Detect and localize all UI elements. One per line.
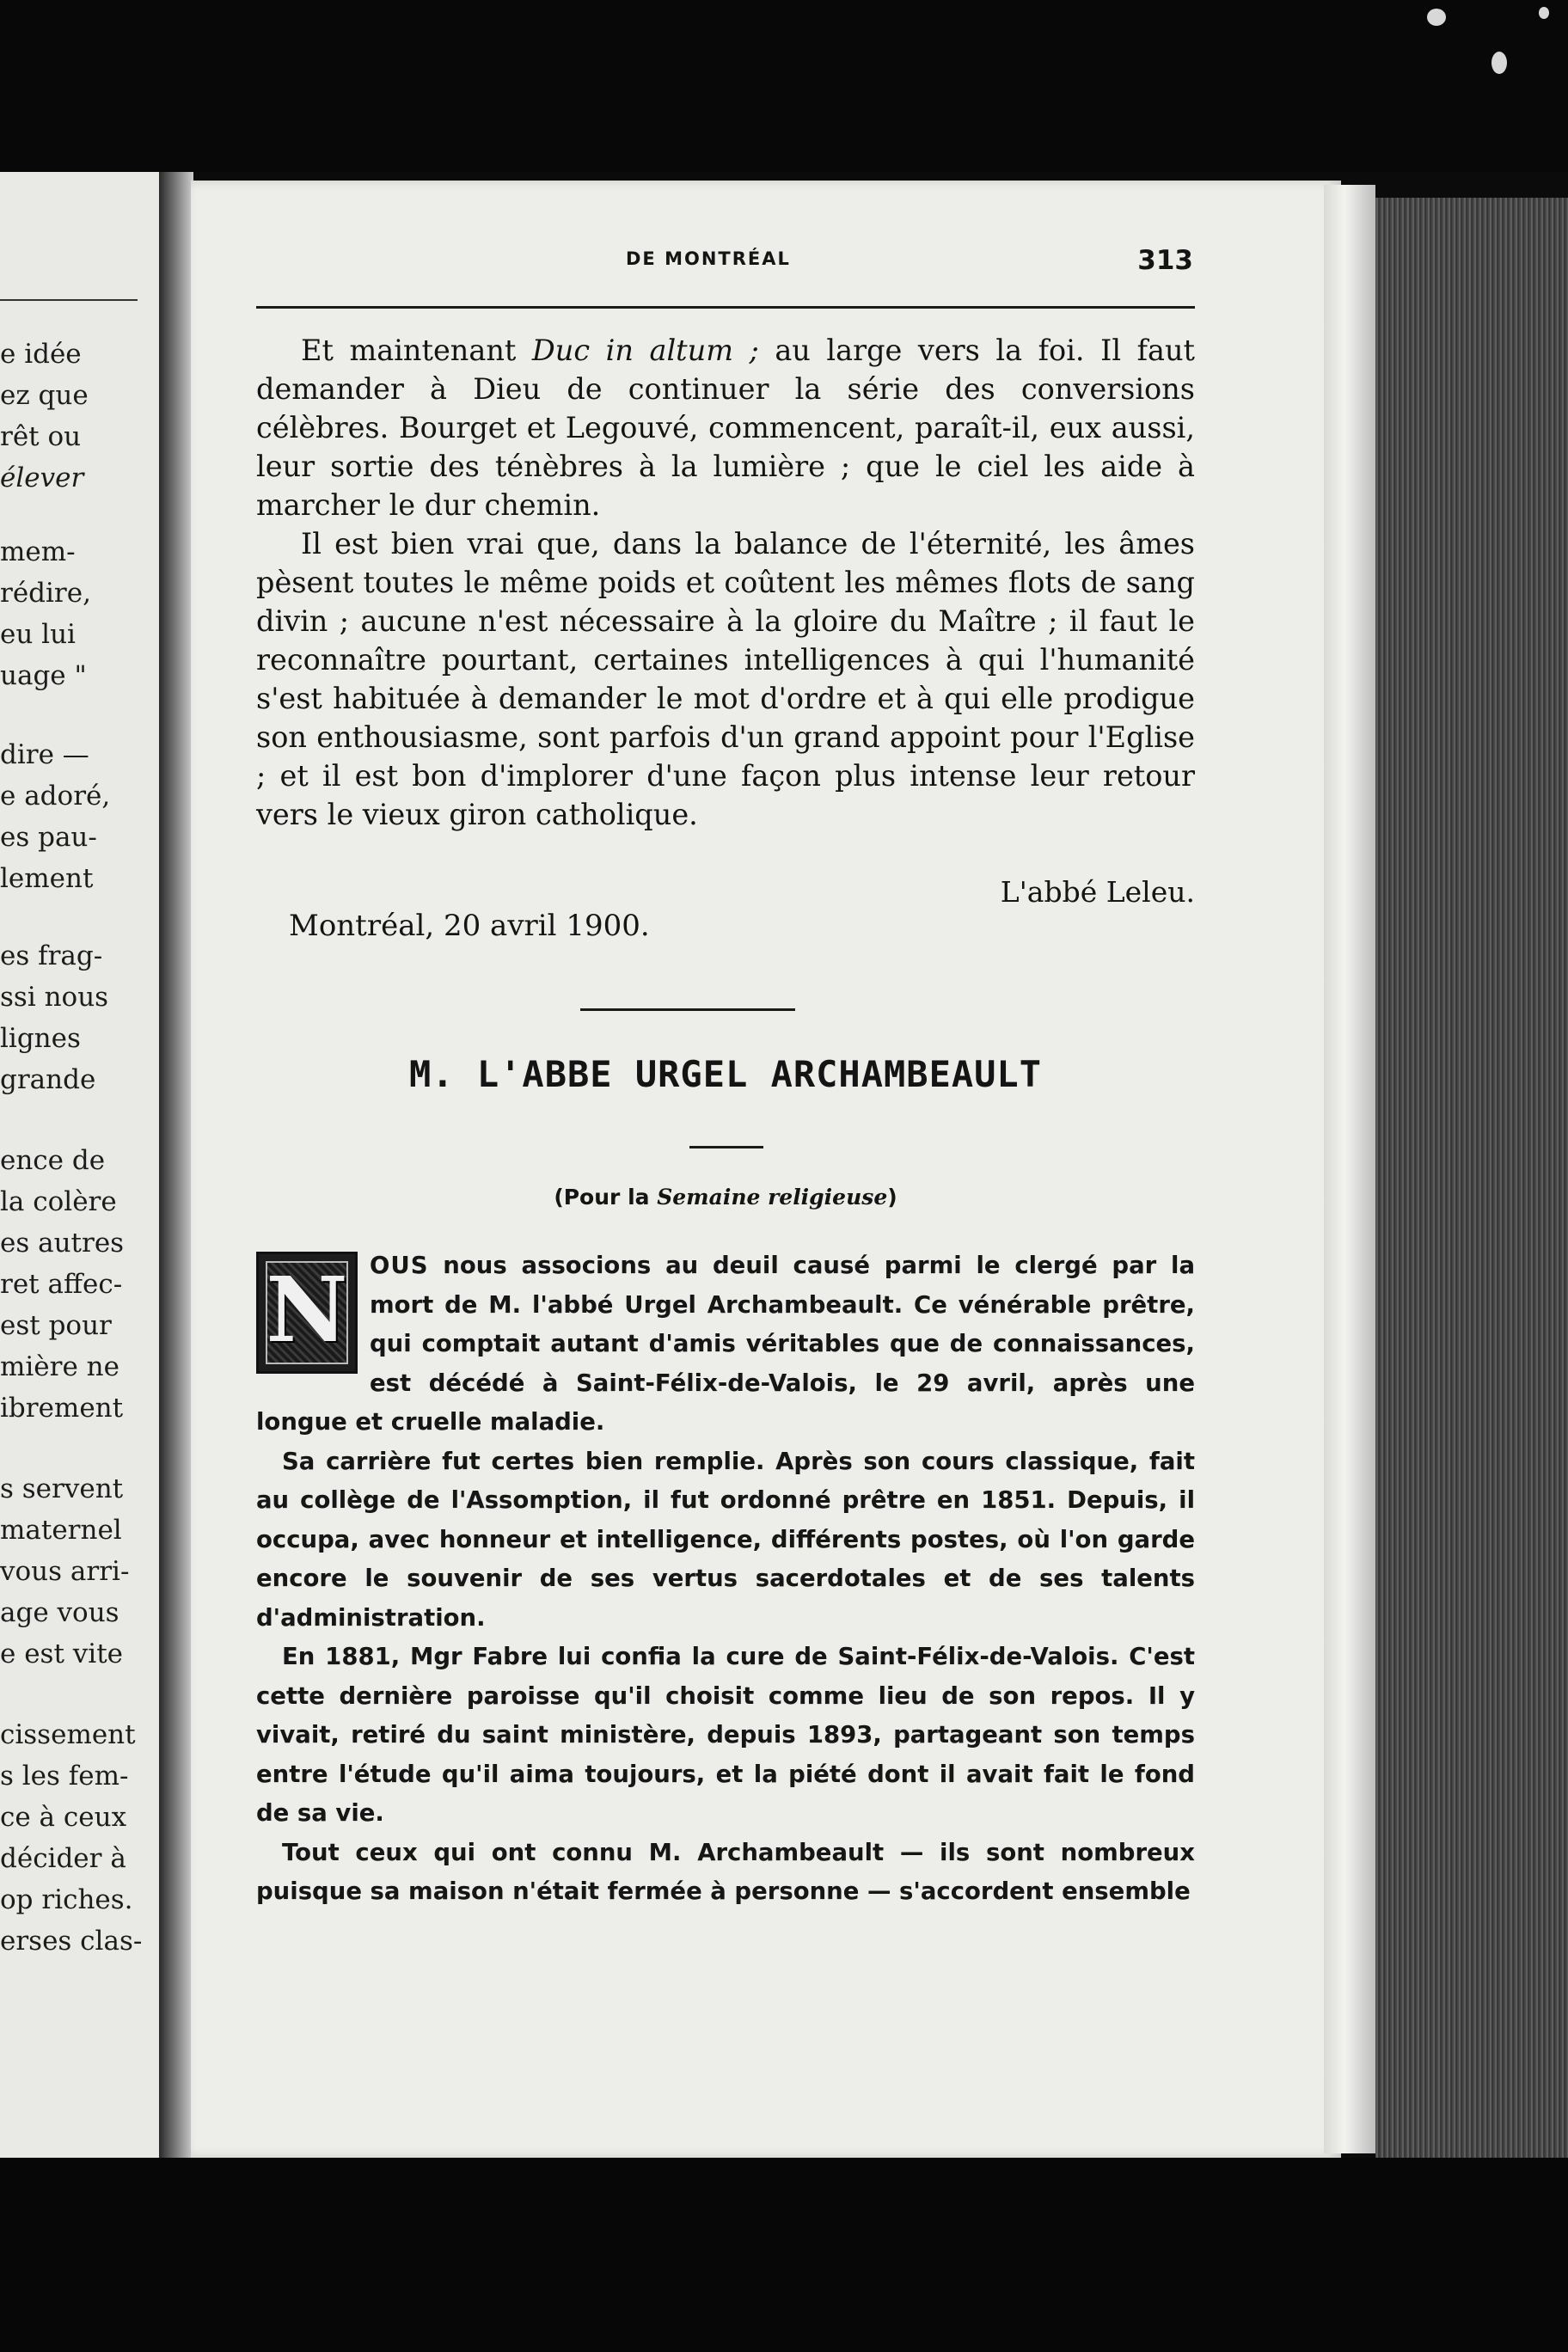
letter-body: [256, 331, 1195, 834]
section-separator: [580, 1008, 795, 1011]
running-head: DE MONTRÉAL: [626, 248, 791, 269]
left-page-text-fragment: dire —: [0, 739, 89, 770]
article-title: M. L'ABBE URGEL ARCHAMBEAULT: [408, 1053, 1042, 1095]
left-page-text-fragment: s les fem-: [0, 1761, 129, 1792]
title-rule: [689, 1146, 763, 1148]
article-paragraphs: [256, 1442, 1195, 1912]
letter-paragraph: [256, 331, 1195, 524]
scan-background-top: [0, 0, 1568, 172]
scan-background-bottom: [0, 2158, 1568, 2352]
left-page-text-fragment: mière ne: [0, 1351, 119, 1382]
dust-speck: [1491, 52, 1507, 74]
first-paragraph-text: nous associons au deuil causé parmi le clergé par la mort de M. l'abbé Urgel Archambeault. Ce vénérable prêtre, qui comptait autant d'amis véritables que de connaissances, est décédé à Saint-Félix-de-Valois, le 29 avril, après une longue et cruelle maladie.: [256, 1252, 1195, 1436]
left-page-text-fragment: rédire,: [0, 578, 91, 609]
latin-phrase: Duc in altum ;: [531, 334, 759, 367]
left-facing-page: [0, 172, 162, 2158]
paragraph-text: Et maintenant: [301, 334, 532, 367]
article-paragraph: En 1881, Mgr Fabre lui confia la cure de Saint-Félix-de-Valois. C'est cette dernière paroisse qu'il choisit comme lieu de son repos. Il y vivait, retiré du saint ministère, depuis 1893, partageant son temps entre l'étude qu'il aima toujours, et la piété dont il avait fait le fond de sa vie.: [256, 1643, 1195, 1827]
source-prefix: (Pour la: [554, 1185, 658, 1210]
letter-dateline: Montréal, 20 avril 1900.: [289, 909, 650, 943]
left-page-rule: [0, 299, 138, 301]
left-page-text-fragment: ibrement: [0, 1393, 124, 1424]
first-word-caps: OUS: [370, 1252, 429, 1279]
source-publication: Semaine religieuse: [657, 1185, 888, 1210]
left-page-text-fragment: es frag-: [0, 940, 103, 971]
left-page-text-fragment: vous arri-: [0, 1556, 130, 1587]
page-number: 313: [1137, 245, 1193, 276]
left-page-text-fragment: est pour: [0, 1310, 112, 1341]
left-page-text-fragment: mem-: [0, 536, 76, 567]
source-suffix: ): [887, 1185, 897, 1210]
dust-speck: [1539, 7, 1549, 19]
left-page-text-fragment: uage ": [0, 660, 87, 691]
left-page-text-fragment: op riches.: [0, 1884, 133, 1915]
left-page-text-fragment: s servent: [0, 1473, 124, 1504]
article-first-paragraph: [256, 1246, 1195, 1442]
left-page-text-fragment: e adoré,: [0, 781, 111, 812]
letter-signature: L'abbé Leleu.: [1000, 875, 1195, 909]
article-paragraph: Tout ceux qui ont connu M. Archambeault — ils sont nombreux puisque sa maison n'était fermée à personne — s'accordent ensemble: [256, 1838, 1195, 1905]
left-page-text-fragment: es autres: [0, 1228, 125, 1259]
page-edge: [1324, 185, 1375, 2153]
left-page-text-fragment: rêt ou: [0, 421, 82, 452]
book-gutter: [159, 172, 193, 2158]
left-page-text-fragment: e est vite: [0, 1638, 123, 1669]
left-page-text-fragment: lement: [0, 863, 94, 894]
article-body: [256, 1246, 1195, 1912]
left-page-text-fragment: la colère: [0, 1186, 117, 1217]
left-page-text-fragment: grande: [0, 1064, 96, 1095]
left-page-text-fragment: cissement: [0, 1719, 136, 1750]
left-page-text-fragment: ce à ceux: [0, 1802, 127, 1833]
drop-cap-ornament: [256, 1252, 358, 1374]
book-fore-edge: [1375, 198, 1568, 2175]
paragraph-text: au large vers la foi. Il faut demander à Dieu de continuer la série des conversions célèbres. Bourget et Legouvé, commencent, paraît-il, eux aussi, leur sortie des ténèbres à la lumière ; que le ciel les aide à marcher le dur chemin.: [256, 334, 1195, 522]
dust-speck: [1427, 9, 1446, 26]
left-page-text-fragment: élever: [0, 462, 84, 493]
paragraph-text: Il est bien vrai que, dans la balance de l'éternité, les âmes pèsent toutes le même poids et coûtent les mêmes flots de sang divin ; aucune n'est nécessaire à la gloire du Maître ; il faut le reconnaître pourtant, certaines intelligences à qui l'humanité s'est habituée à demander le mot d'ordre et à qui elle prodigue son enthousiasme, sont parfois d'un grand appoint pour l'Eglise ; et il est bon d'implorer d'une façon plus intense leur retour vers le vieux giron catholique.: [256, 527, 1195, 831]
article-paragraph: Sa carrière fut certes bien remplie. Après son cours classique, fait au collège de l'Assomption, il fut ordonné prêtre en 1851. Depuis, il occupa, avec honneur et intelligence, différents postes, où l'on garde encore le souvenir de ses vertus sacerdotales et de ses talents d'administration.: [256, 1447, 1195, 1632]
left-page-text-fragment: ret affec-: [0, 1269, 123, 1300]
left-page-text-fragment: eu lui: [0, 619, 76, 650]
header-rule: [256, 306, 1195, 309]
left-page-text-fragment: e idée: [0, 339, 82, 370]
letter-paragraph: [256, 524, 1195, 834]
left-page-text-fragment: décider à: [0, 1843, 126, 1874]
left-page-text-fragment: ez que: [0, 380, 89, 411]
left-page-text-fragment: ssi nous: [0, 982, 109, 1013]
left-page-text-fragment: erses clas-: [0, 1926, 143, 1957]
left-page-text-fragment: es pau-: [0, 822, 97, 853]
left-page-text-fragment: age vous: [0, 1597, 119, 1628]
left-page-text-fragment: ence de: [0, 1145, 106, 1176]
article-source: [256, 1185, 1195, 1210]
page-header: [256, 245, 1193, 279]
drop-cap-letter: N: [266, 1257, 348, 1363]
left-page-text-fragment: maternel: [0, 1515, 122, 1546]
left-page-text-fragment: lignes: [0, 1023, 81, 1054]
